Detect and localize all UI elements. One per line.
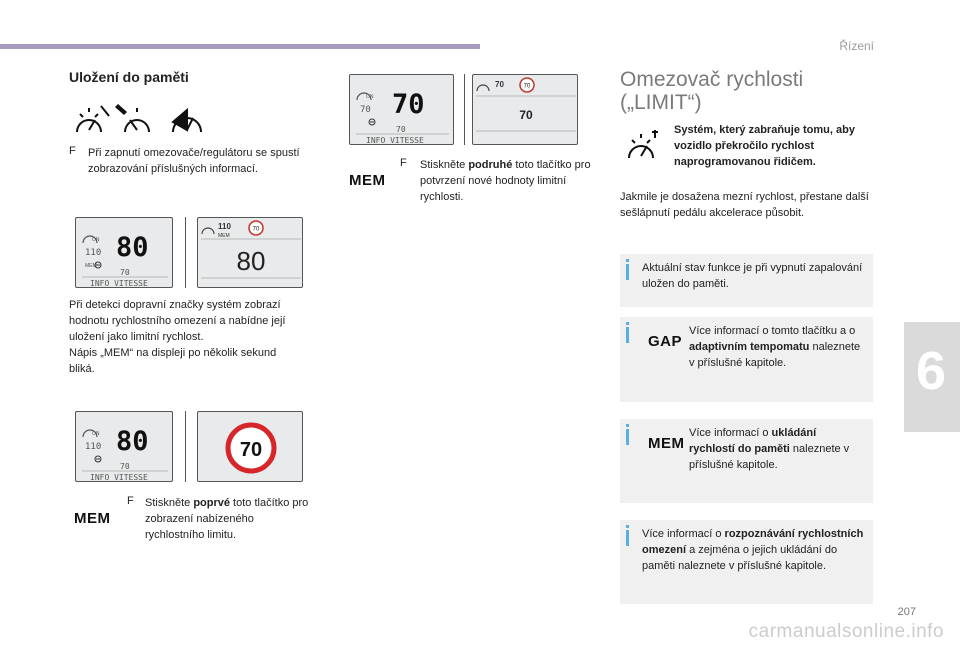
detection-text: Při detekci dopravní značky systém zobrazí hodnotu rychlostního omezení a nabídne její uložení jako limitní rychlost. Nápis „MEM“ na displeji po několik sekund bliká. xyxy=(69,299,286,375)
speedometer-fast-icon xyxy=(173,110,201,132)
info-icon xyxy=(626,322,629,325)
limiter-description: Jakmile je dosažena mezní rychlost, přestane další sešlápnutí pedálu akcelerace působit. xyxy=(620,191,869,219)
bullet-marker: F xyxy=(127,495,134,507)
divider xyxy=(464,74,465,145)
current-speed: 80 xyxy=(116,426,149,457)
speedometer-icon xyxy=(77,108,101,132)
current-speed: 80 xyxy=(116,232,149,263)
step2-text: Stiskněte podruhé toto tlačítko pro potvrzení nové hodnoty limitní rychlosti. xyxy=(420,159,591,203)
mem-indicator: MEM xyxy=(218,233,230,239)
info-icon xyxy=(626,264,629,280)
activation-text: Při zapnutí omezovače/regulátoru se spustí zobrazování příslušných informací. xyxy=(88,147,300,175)
speedometer-icon xyxy=(125,108,149,132)
set-speed: 110 xyxy=(85,442,102,452)
set-speed: 70 xyxy=(360,105,371,115)
cluster-display-1 xyxy=(75,217,173,288)
mem-button-label: MEM xyxy=(74,510,111,527)
speedometer-icons xyxy=(75,102,205,136)
speed-limit-sign: 70 xyxy=(239,439,263,461)
sign-speed: 70 xyxy=(396,125,406,134)
info-icon xyxy=(626,259,629,262)
current-speed: 70 xyxy=(519,108,533,122)
cluster-display-2 xyxy=(197,217,303,288)
cluster-display-5 xyxy=(349,74,454,145)
chapter-number: 6 xyxy=(915,341,946,401)
sign-speed: 70 xyxy=(523,83,531,90)
bullet-marker: F xyxy=(69,145,76,157)
info-icon xyxy=(626,530,629,546)
divider xyxy=(185,217,186,288)
info-icon xyxy=(626,525,629,528)
cluster-display-3 xyxy=(75,411,173,482)
bullet-marker: F xyxy=(400,157,407,169)
header-accent-bar xyxy=(0,44,480,49)
info-vitesse-label: INFO VITESSE xyxy=(90,279,148,288)
speedometer-icon xyxy=(627,130,661,160)
memory-section-title: Uložení do paměti xyxy=(69,69,189,85)
info-box-mem: MEM Více informací o ukládání rychlostí do paměti naleznete v příslušné kapitole. xyxy=(620,419,873,503)
step1-text: Stiskněte poprvé toto tlačítko pro zobrazení nabízeného rychlostního limitu. xyxy=(145,497,309,541)
info-vitesse-label: INFO VITESSE xyxy=(90,473,148,482)
section-title: Řízení xyxy=(839,39,874,53)
current-speed: 80 xyxy=(236,246,266,276)
page-number: 207 xyxy=(897,606,916,618)
on-indicator: ON xyxy=(366,94,374,100)
limiter-intro: Systém, který zabraňuje tomu, aby vozidlo překročilo rychlost naprogramovanou řidičem. xyxy=(674,124,855,168)
divider xyxy=(185,411,186,482)
cluster-display-4 xyxy=(197,411,303,482)
sign-speed: 70 xyxy=(120,462,130,471)
info-icon xyxy=(626,429,629,445)
limiter-title: Omezovač rychlosti („LIMIT“) xyxy=(620,68,804,114)
info-icon xyxy=(626,424,629,427)
on-indicator: ON xyxy=(92,431,100,437)
watermark: carmanualsonline.info xyxy=(748,621,944,642)
info-box-recognition: Více informací o rozpoznávání rychlostních omezení a zejména o jejich ukládání do paměti naleznete v příslušné kapitole. xyxy=(620,520,873,604)
info-box-gap: GAP Více informací o tomto tlačítku a o adaptivním tempomatu naleznete v příslušné kapitole. xyxy=(620,317,873,402)
set-speed: 110 xyxy=(85,248,102,258)
sign-speed: 70 xyxy=(120,268,130,277)
current-speed: 70 xyxy=(392,89,425,120)
set-speed: 110 xyxy=(218,222,231,231)
mem-button-label: MEM xyxy=(648,435,685,452)
info-vitesse-label: INFO VITESSE xyxy=(366,136,424,145)
mem-indicator: MEM xyxy=(85,263,97,269)
on-indicator: ON xyxy=(92,237,100,243)
info-box-memory: Aktuální stav funkce je při vypnutí zapalování uložen do paměti. xyxy=(620,254,873,307)
cluster-display-6 xyxy=(472,74,578,145)
info-icon xyxy=(626,327,629,343)
set-speed: 70 xyxy=(495,80,504,89)
mem-button-label: MEM xyxy=(349,172,386,189)
gap-button-label: GAP xyxy=(648,333,683,350)
sign-speed: 70 xyxy=(252,226,260,233)
